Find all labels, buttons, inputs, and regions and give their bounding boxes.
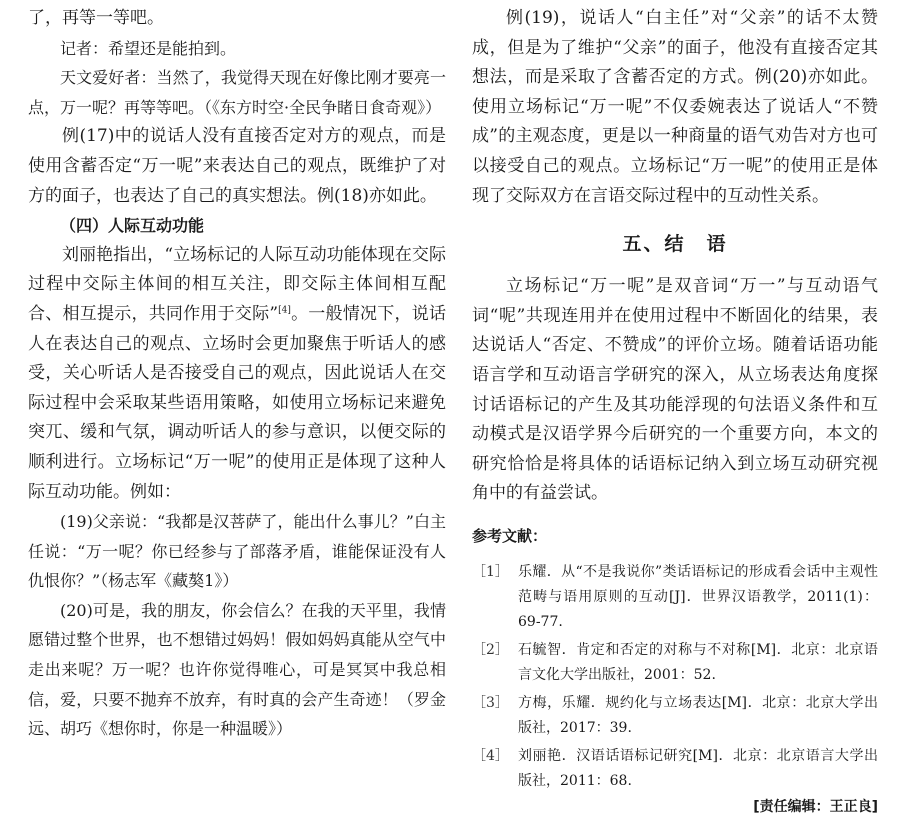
reference-item: [472, 691, 878, 741]
paragraph: 了，再等一等吧。: [28, 8, 164, 28]
citation-marker: [4]: [278, 305, 291, 316]
reference-text: 石毓智．肯定和否定的对称与不对称[M]．北京：北京语言文化大学出版社，2001：52.: [518, 641, 878, 683]
left-column: [28, 4, 446, 744]
reference-text: 刘丽艳．汉语话语标记研究[M]．北京：北京语言大学出版社，2011：68.: [518, 747, 878, 789]
paragraph: 立场标记“万一呢”是双音词“万一”与互动语气词“呢”共现连用并在使用过程中不断固化的结果，表达说话人“否定、不赞成”的评价立场。随着话语功能语言学和互动语言学研究的深入，从立场表达角度探讨话语标记的产生及其功能浮现的句法语义条件和互动模式是汉语学界今后研究的一个重要方向，本文的研究恰恰是将具体的话语标记纳入到立场互动研究视角中的有益尝试。: [472, 276, 878, 504]
paragraph-text: 。一般情况下，说话人在表达自己的观点、立场时会更加聚焦于听话人的感受，关心听话人是否接受自己的观点，因此说话人在交际过程中会采取某些语用策略，如使用立场标记来避免突兀、缓和气氛，调动听话人的参与意识，以便交际的顺利进行。立场标记“万一呢”的使用正是体现了这种人际互动功能。例如：: [28, 303, 446, 502]
reference-number: ［2］: [472, 641, 509, 658]
references-title: 参考文献：: [472, 526, 548, 545]
paragraph: 例(19)，说话人“白主任”对“父亲”的话不太赞成，但是为了维护“父亲”的面子，他没有直接否定其想法，而是采取了含蓄否定的方式。例(20)亦如此。使用立场标记“万一呢”不仅委婉表达了说话人“不赞成”的主观态度，更是以一种商量的语气劝告对方也可以接受自己的观点。立场标记“万一呢”的使用正是体现了交际双方在言语交际过程中的互动性关系。: [472, 8, 878, 206]
dialogue-line: 记者：希望还是能拍到。: [60, 38, 237, 58]
paragraph: [28, 241, 446, 507]
reference-text: 乐耀．从“不是我说你”类话语标记的形成看会话中主观性范畴与语用原则的互动[J]．世界汉语教学，2011(1)：69-77.: [518, 563, 878, 630]
references-list: [472, 560, 878, 794]
right-column: [472, 4, 878, 797]
subsection-heading: （四）人际互动功能: [60, 216, 205, 236]
responsible-editor: [责任编辑：王正良]: [753, 799, 878, 815]
reference-item: [472, 744, 878, 794]
section-title: 五、结 语: [622, 233, 728, 256]
reference-number: ［3］: [472, 694, 509, 711]
reference-text: 方梅，乐耀．规约化与立场表达[M]．北京：北京大学出版社，2017：39.: [518, 694, 878, 736]
reference-item: [472, 560, 878, 635]
reference-number: ［1］: [472, 563, 509, 580]
paragraph: 例(17)中的说话人没有直接否定对方的观点，而是使用含蓄否定“万一呢”来表达自己的观点，既维护了对方的面子，也表达了自己的真实想法。例(18)亦如此。: [28, 126, 446, 206]
example-19: (19)父亲说：“我都是汉菩萨了，能出什么事儿？”白主任说：“万一呢？你已经参与了部落矛盾，谁能保证没有人仇恨你？”（杨志军《藏獒1》）: [28, 512, 446, 591]
reference-number: ［4］: [472, 747, 509, 764]
paragraph-text: 刘丽艳指出，“立场标记的人际互动功能体现在交际过程中交际主体间的相互关注，即交际主体间相互配合、相互提示，共同作用于交际”: [28, 244, 446, 324]
dialogue-line: 天文爱好者：当然了，我觉得天现在好像比刚才要亮一点，万一呢？再等等吧。（《东方时空·全民争睹日食奇观》）: [28, 68, 446, 117]
reference-item: [472, 638, 878, 688]
example-20: (20)可是，我的朋友，你会信么？在我的天平里，我情愿错过整个世界，也不想错过妈妈！假如妈妈真能从空气中走出来呢？万一呢？也许你觉得唯心，可是冥冥中我总相信，爱，只要不抛弃不放弃，有时真的会产生奇迹！（罗金远、胡巧《想你时，你是一种温暖》）: [28, 600, 446, 739]
